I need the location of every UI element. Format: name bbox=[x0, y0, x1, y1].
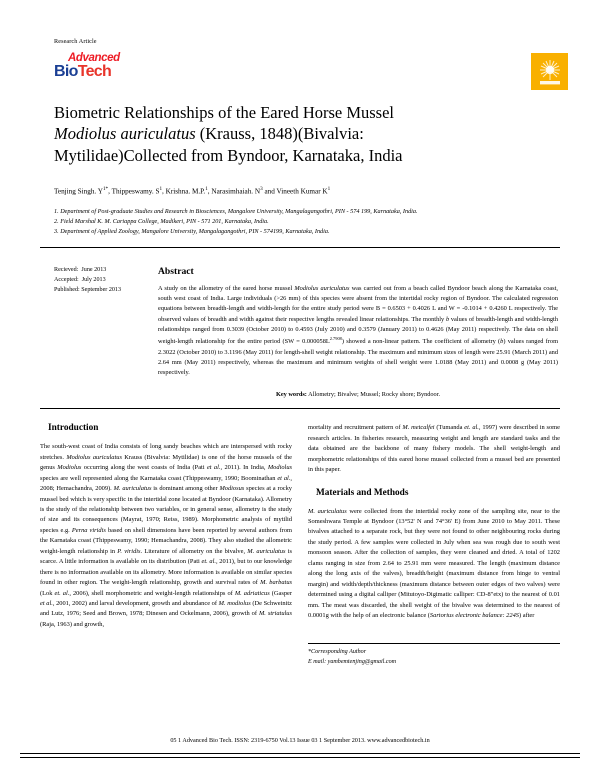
date-accepted: Accepted: July 2013 bbox=[54, 276, 106, 283]
right-column bbox=[308, 423, 560, 668]
intro-i4: Modiolus bbox=[267, 464, 293, 472]
intro-i13: et. al. bbox=[54, 589, 70, 597]
footer-divider-2 bbox=[20, 757, 580, 758]
date-published: Published: September 2013 bbox=[54, 286, 122, 293]
journal-logo-advanced: Advanced bbox=[68, 52, 120, 64]
introduction-text-right bbox=[308, 423, 560, 475]
author-list bbox=[54, 186, 560, 196]
abstract-b-italic-2: b bbox=[500, 338, 504, 346]
abstract-seg-3: values of breadth-length and width-length relationships ranged from 0.3039 (October 2010) to 0.4593 (July 2010) and 0.3579 (January 2011) to 0.4626 (May 2011) respectively. The data on shell weight-length relationship for the entire period (SW = 0.000058L bbox=[158, 315, 558, 346]
intro-i5: et al. bbox=[277, 474, 291, 482]
section-heading-introduction: Introduction bbox=[48, 423, 99, 434]
keywords bbox=[158, 391, 558, 398]
corresponding-spacer bbox=[308, 621, 560, 635]
intro-t7: is dominant among other bbox=[151, 485, 220, 493]
intro-t5: species are well represented along the Karnataka coast (Thippeswamy, 1990; Boominathan bbox=[40, 474, 278, 482]
author-2: , Thippeswamy. S bbox=[108, 187, 160, 196]
intro-ri2: et. al. bbox=[464, 424, 479, 432]
corresponding-divider bbox=[308, 643, 560, 644]
title-line-2-rest: (Krauss, 1848)(Bivalvia: bbox=[195, 124, 364, 144]
author-4-sup: 3 bbox=[260, 186, 263, 193]
date-received: Recieved: June 2013 bbox=[54, 266, 107, 273]
corresponding-author-email: E mail: yambemtenjing@gmail.com bbox=[308, 659, 397, 666]
intro-i3: et al. bbox=[206, 464, 221, 472]
intro-t10: . Literature of allometry on the bivalve, bbox=[140, 547, 248, 555]
abstract-exponent: 2.7908 bbox=[329, 336, 342, 342]
corresponding-author-note bbox=[308, 643, 560, 668]
title-line-1: Biometric Relationships of the Eared Horse Mussel bbox=[54, 103, 395, 122]
page-footer: 05 1 Advanced Bio Tech. ISSN: 2319-6750 Vol.13 Issue 03 1 September 2013. www.advancedbiotech.in bbox=[170, 737, 430, 744]
author-3: , Krishna. M.P. bbox=[162, 187, 206, 196]
author-1-sup: 1* bbox=[102, 186, 109, 193]
introduction-paragraph-continued bbox=[308, 423, 560, 475]
intro-r1: mortality and recruitment pattern of bbox=[308, 424, 403, 432]
intro-i10: M. auriculatus bbox=[247, 547, 286, 555]
footer-dividers bbox=[20, 750, 580, 758]
divider-below-abstract bbox=[40, 408, 560, 409]
page-title bbox=[54, 102, 554, 166]
title-line-3: Mytilidae)Collected from Byndoor, Karnataka, India bbox=[54, 145, 403, 165]
materials-balance-model: Sartorius electronic balance: 224S bbox=[429, 611, 519, 619]
intro-i15: et al. bbox=[40, 599, 53, 607]
section-heading-materials-and-methods: Materials and Methods bbox=[316, 487, 409, 498]
affiliation-3: 3. Department of Applied Zoology, Mangalore University, Mangalagangothri, PIN - 574199, Karnataka, India. bbox=[54, 227, 330, 235]
sunburst-publisher-logo bbox=[531, 53, 568, 90]
author-5: and Vineeth Kumar K bbox=[262, 187, 328, 196]
abstract-section bbox=[40, 266, 560, 399]
abstract-seg-2: was carried out from a beach called Byndoor beach along the Karnataka coast, south west coast of India. Large individuals (>26 mm) of this species were absent from the intertidal rocky region of Byndoor. The calculated regression equations between breadth-length and width-length for the entire study period were B = 0.6503 + 0.4026 L and W = -0.1014 + 0.4260 L respectively. The observed values of breadth and width against their respective lengths revealed linear relationships. The monthly bbox=[158, 284, 558, 323]
intro-i7: Modiosus bbox=[219, 485, 245, 493]
divider-above-abstract bbox=[40, 247, 560, 248]
intro-t16: , 2001, 2002) and larval development, growth and abundance of bbox=[52, 599, 219, 607]
intro-i6: M. auriculatus bbox=[113, 485, 152, 493]
title-species: Modiolus auriculatus bbox=[54, 124, 196, 144]
intro-t6: , 2008; Hemachandra, 2009). bbox=[40, 474, 293, 493]
intro-ri1: M. metcalfei bbox=[402, 424, 435, 432]
affiliations bbox=[54, 207, 560, 237]
intro-t12: , 2011), but to our knowledge there is no information available on its allometry. More information is available on similar species found in other region. The weight-length relationship, growth and survival rates of bbox=[40, 558, 292, 587]
materials-paragraph bbox=[308, 507, 560, 622]
intro-i9: P. viridis bbox=[117, 547, 141, 555]
abstract-seg-1: A study on the allometry of the eared horse mussel bbox=[158, 284, 295, 292]
materials-species: M. auriculatus bbox=[308, 507, 347, 515]
intro-i2: Modiolus bbox=[57, 464, 82, 472]
abstract-seg-4: ) showed a non-linear pattern. The coefficient of allometry ( bbox=[341, 338, 501, 346]
intro-t4: , 2011). In India, bbox=[220, 464, 268, 472]
journal-logo bbox=[54, 53, 174, 80]
intro-r2: (Tumanda bbox=[434, 424, 465, 432]
keywords-value: Allometry; Bivalve; Mussel; Rocky shore; Byndoor. bbox=[306, 391, 441, 399]
intro-i8: Perna viridis bbox=[71, 526, 106, 534]
abstract-text bbox=[158, 284, 558, 379]
body-columns bbox=[40, 423, 560, 668]
footer-divider-1 bbox=[20, 753, 580, 754]
intro-t11: is scarce. A little information is available on its distribution (Pati bbox=[40, 547, 293, 566]
keywords-label: Key words: bbox=[275, 391, 307, 399]
abstract-seg-5: ) values ranged from 2.3022 (October 2010) to 3.1196 (May 2011) for length-shell weight relationship. The maximum and minimum sizes of length were 25.91 (March 2011) and 2.64 mm (May 2011) respectively, whereas the maximum and minimum weights of shell weight were 1.0188 (May 2011) and 0.0008 g (May 2011) respectively. bbox=[158, 338, 559, 377]
abstract-b-italic-1: b bbox=[445, 315, 450, 323]
author-4: , Narasimhaiah. N bbox=[207, 187, 261, 196]
materials-text bbox=[308, 507, 560, 622]
abstract-heading: Abstract bbox=[158, 265, 194, 277]
journal-logo-biotech bbox=[54, 64, 174, 80]
introduction-paragraph bbox=[40, 442, 292, 630]
intro-i14: M. adriaticus bbox=[234, 589, 270, 597]
intro-t13: (Lok bbox=[40, 589, 55, 597]
abstract-species: Modiolus auriculatus bbox=[294, 284, 350, 292]
corresponding-author-label: *Corresponding Author bbox=[308, 649, 367, 656]
left-column bbox=[40, 423, 292, 668]
intro-r3: , 1997) were described in some research articles. In fisheries research, measuring weight and length are standard tasks and the data obtained are the backbone of many fishery models. The shell weight-length and morphometric relationships of this eared horse mussel collected from a mussel bed are presented in this paper. bbox=[308, 424, 560, 474]
materials-seg-2: ) after bbox=[518, 611, 535, 619]
publication-dates bbox=[40, 266, 158, 399]
article-type-label: Research Article bbox=[54, 38, 97, 45]
intro-t3: occurring along the west coasts of India (Pati bbox=[81, 464, 207, 472]
intro-i1: Modiolus auriculatus bbox=[66, 453, 122, 461]
journal-logo-tech: Tech bbox=[77, 63, 112, 80]
journal-logo-bio: Bio bbox=[54, 63, 78, 80]
intro-i11: et. al. bbox=[201, 558, 216, 566]
introduction-text-left bbox=[40, 442, 292, 630]
intro-t9: based on shell dimensions have been reported by several authors from the Karnataka coast (Thippeswamy, 1990; Hemachandra, 2008). They also studied the allometric weight-length relationship in bbox=[40, 526, 292, 555]
intro-t8: species at a rocky mussel bed which is very specific in the intertidal zone located at Byndoor (Karnataka). Allometry is the study of the relationship between two variables, or in general sense, allometry is the study of size and its consequences (Mayrat, 1970; Reiss, 1989). Morphometric analysis of mytilid species e.g. bbox=[40, 485, 292, 534]
author-3-sup: 1 bbox=[205, 186, 208, 193]
author-1: Tenjing Singh. Y bbox=[54, 187, 103, 196]
affiliation-1: 1. Department of Post-graduate Studies and Research in Biosciences, Mangalore University, Mangalagangothri, PIN - 574 199, Karnataka, India. bbox=[54, 207, 418, 215]
intro-t14: , 2006), shell morphometric and weight-length relationships of bbox=[69, 589, 235, 597]
intro-i12: M. barbatus bbox=[260, 579, 293, 587]
intro-t18: (Raja, 1963) and growth, bbox=[40, 620, 105, 628]
abstract-body bbox=[158, 266, 560, 399]
intro-i17: M. striatulus bbox=[258, 610, 292, 618]
author-2-sup: 1 bbox=[159, 186, 163, 193]
intro-t17: (De Schweinitz and Lutz, 1976; Seed and Brown, 1978; Dinesen and Ockelmann, 2006), growth of bbox=[40, 599, 292, 618]
materials-seg-1: were collected from the intertidal rocky zone of the sampling site, near to the Someshwara Temple at Byndoor (13°52' N and 74°36' E) from June 2010 to May 2011. These bivalves attached to a separate rock, but they were not found to other neighbouring rocks during the study period. A few samples were collected in July when sea was rough due to south west monsoon season. After the collection of samples, they were cleaned and dried. A total of 1202 clams ranging in size from 2.64 to 25.91 mm were measured. The length (maximum distance along the long axis of the valves), breadth/height (maximum distance from hinge to ventral margin) and width/depth/thickness (maximum distance between outer edges of two valves) were determined using a digital calliper (Mitutoyo-Digimatic calliper: CD-8"etx) to the nearest of 0.01 mm. The meat was discarded, the shell weight of the bivalve was determined to the nearest of 0.0001g with the help of an electronic balance ( bbox=[308, 507, 560, 619]
intro-i16: M. modiolus bbox=[218, 599, 251, 607]
affiliation-2: 2. Field Marshal K. M. Cariappa College, Madikeri, PIN - 571 201, Karnataka, India. bbox=[54, 217, 269, 225]
intro-t1: The south-west coast of India consists of long sandy beaches which are interspersed with rocky stretches. bbox=[40, 443, 292, 461]
intro-t15: (Gasper bbox=[269, 589, 292, 597]
author-5-sup: 1 bbox=[327, 186, 331, 193]
intro-t2: Krauss (Bivalvia: Mytilidae) is one of the horse mussels of the genus bbox=[40, 453, 292, 472]
